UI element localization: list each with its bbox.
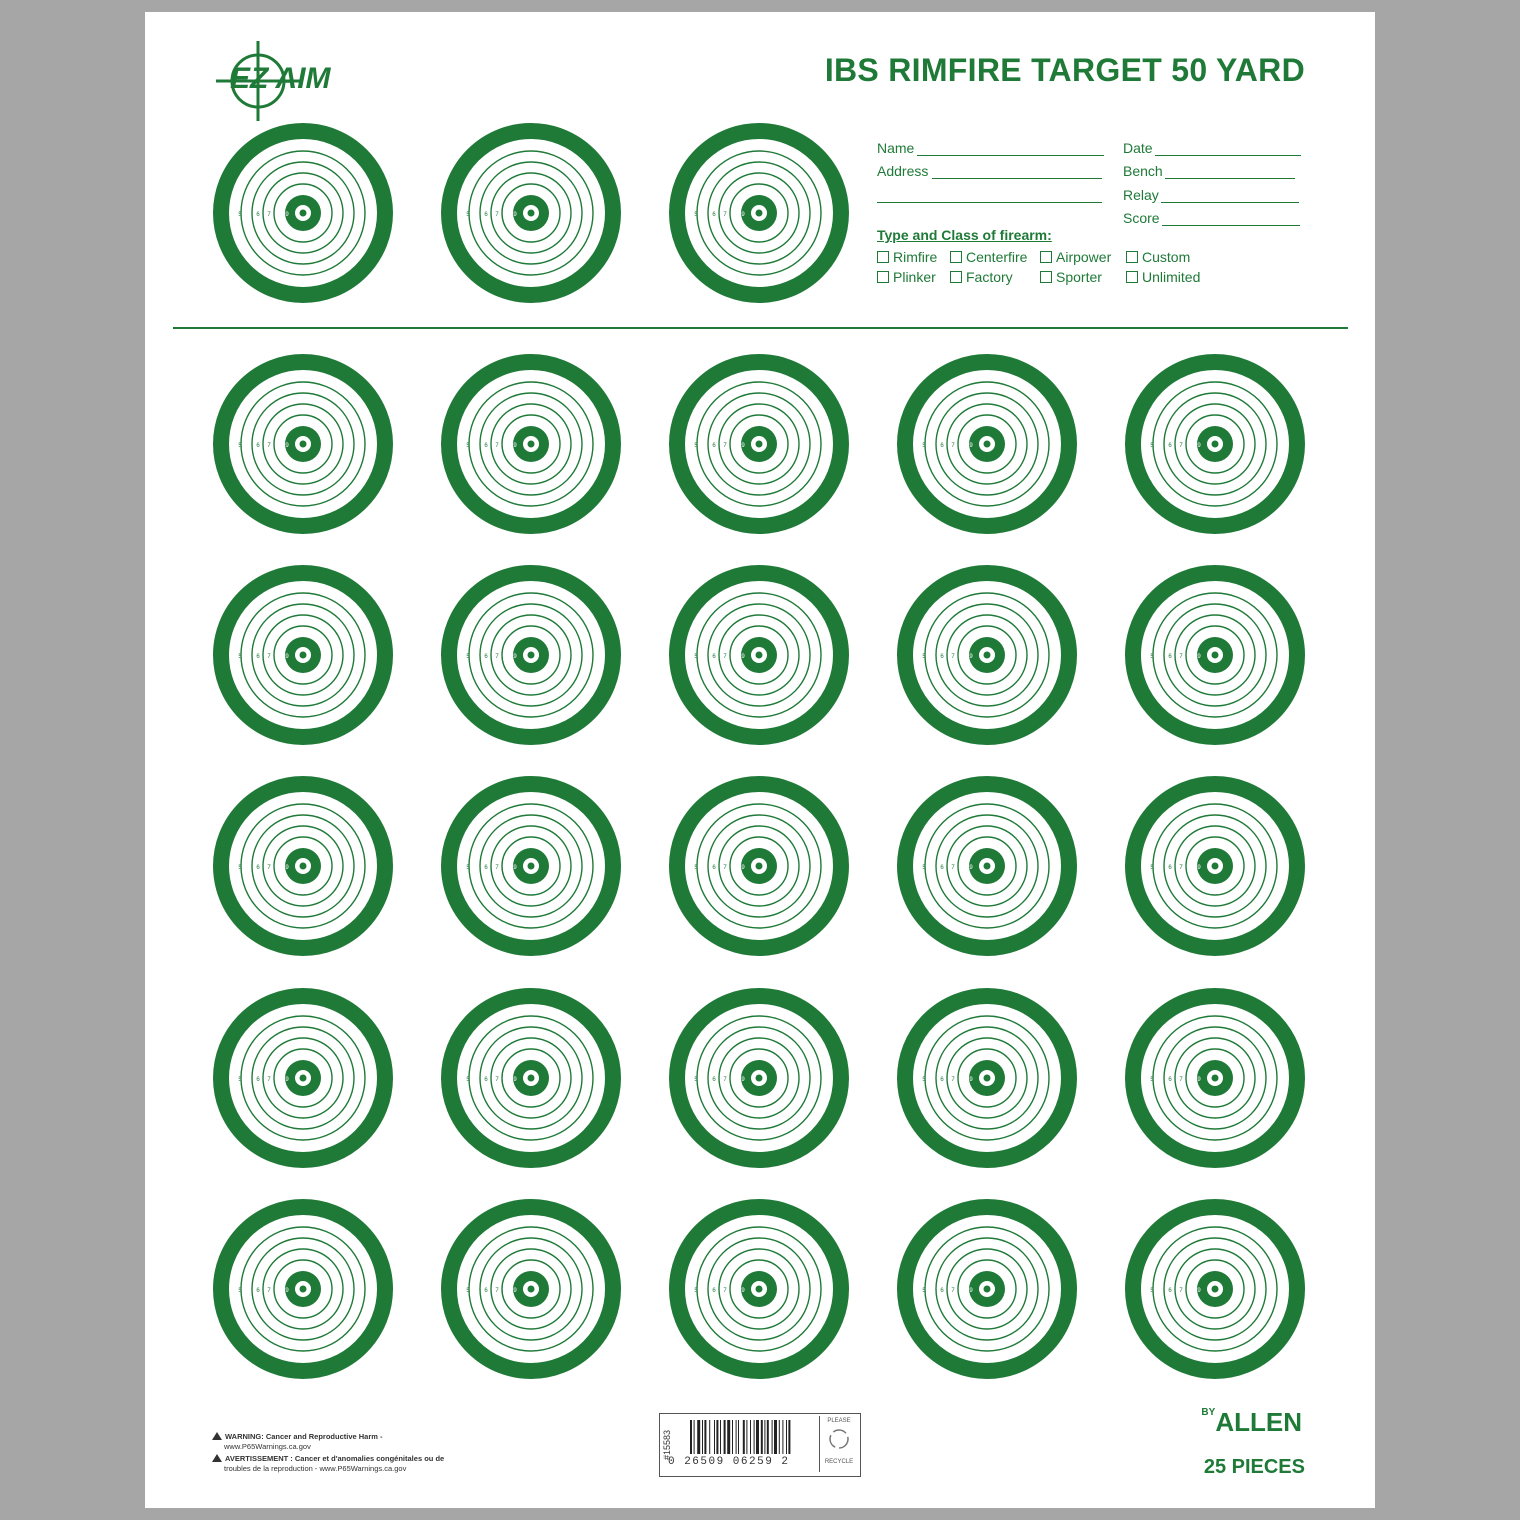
checkbox[interactable] xyxy=(1126,271,1138,283)
bullseye-target xyxy=(897,565,1077,745)
ring-number: 4 xyxy=(903,443,907,449)
checkbox[interactable] xyxy=(1040,271,1052,283)
option-centerfire[interactable]: Centerfire xyxy=(950,249,1027,265)
ring-number: 5 xyxy=(922,865,926,871)
ring-number: 4 xyxy=(903,654,907,660)
ring-number: 6 xyxy=(940,654,944,660)
ring-number: 8 xyxy=(1190,443,1194,449)
ring-number: 5 xyxy=(922,1288,926,1294)
ring-number: 5 xyxy=(1150,654,1154,660)
ring-number: 9 xyxy=(513,1288,517,1294)
barcode-bar xyxy=(704,1420,706,1454)
bullseye-target xyxy=(1125,565,1305,745)
ring-number: 4 xyxy=(675,1288,679,1294)
firearm-type-heading: Type and Class of firearm: xyxy=(877,227,1052,243)
barcode xyxy=(690,1420,810,1456)
bullseye-target xyxy=(441,354,621,534)
ring-number: 6 xyxy=(256,654,260,660)
ring-number: 6 xyxy=(256,865,260,871)
ring-number: 9 xyxy=(969,443,973,449)
address-field-line[interactable] xyxy=(932,178,1102,179)
ring-number: 8 xyxy=(278,443,282,449)
option-unlimited[interactable]: Unlimited xyxy=(1126,269,1200,285)
warning-fr-url: troubles de la reproduction - www.P65Warnings.ca.gov xyxy=(224,1464,407,1473)
ring-number: 5 xyxy=(694,654,698,660)
ring-number: 7 xyxy=(951,1288,955,1294)
bullseye-target xyxy=(213,988,393,1168)
ring-number: 5 xyxy=(1150,1288,1154,1294)
ring-number: 6 xyxy=(484,1288,488,1294)
page-title: IBS RIMFIRE TARGET 50 YARD xyxy=(824,52,1305,88)
checkbox[interactable] xyxy=(950,271,962,283)
center-dot xyxy=(756,1075,763,1082)
center-dot xyxy=(756,1286,763,1293)
recycle-panel: PLEASE RECYCLE xyxy=(819,1416,858,1472)
bullseye-target xyxy=(213,354,393,534)
bullseye-target xyxy=(897,776,1077,956)
ring-number: 7 xyxy=(1179,1077,1183,1083)
ring-number: 4 xyxy=(219,212,223,218)
bullseye-target xyxy=(669,988,849,1168)
ring-number: 9 xyxy=(1197,1077,1201,1083)
checkbox[interactable] xyxy=(877,271,889,283)
ring-number: 5 xyxy=(922,654,926,660)
center-dot xyxy=(984,1286,991,1293)
ring-number: 8 xyxy=(278,1288,282,1294)
ring-number: 6 xyxy=(484,443,488,449)
ring-number: 9 xyxy=(969,1288,973,1294)
ring-number: 6 xyxy=(940,1077,944,1083)
ring-number: 5 xyxy=(1150,1077,1154,1083)
center-dot xyxy=(300,863,307,870)
ring-number: 8 xyxy=(506,1288,510,1294)
ring-number: 5 xyxy=(466,865,470,871)
barcode-number: 0 26509 06259 2 xyxy=(668,1456,790,1468)
ring-number: 8 xyxy=(278,654,282,660)
ring-number: 5 xyxy=(1150,443,1154,449)
ring-number: 7 xyxy=(723,443,727,449)
ring-number: 7 xyxy=(723,1288,727,1294)
ring-number: 7 xyxy=(495,443,499,449)
barcode-bar xyxy=(756,1420,759,1454)
center-dot xyxy=(300,652,307,659)
ring-number: 8 xyxy=(506,1077,510,1083)
score-label: Score xyxy=(1123,210,1160,226)
ring-number: 6 xyxy=(484,654,488,660)
ring-number: 6 xyxy=(712,865,716,871)
ring-number: 9 xyxy=(969,1077,973,1083)
ring-number: 9 xyxy=(285,1077,289,1083)
center-dot xyxy=(756,863,763,870)
warning-en-url: www.P65Warnings.ca.gov xyxy=(224,1442,311,1451)
bullseye-target xyxy=(441,123,621,303)
ring-number: 4 xyxy=(903,1077,907,1083)
name-field-line[interactable] xyxy=(917,155,1104,156)
ring-number: 4 xyxy=(219,1077,223,1083)
relay-label: Relay xyxy=(1123,187,1159,203)
barcode-bar xyxy=(743,1420,745,1454)
bullseye-target xyxy=(669,123,849,303)
ring-number: 9 xyxy=(285,1288,289,1294)
barcode-bar xyxy=(779,1420,780,1454)
score-field-line[interactable] xyxy=(1162,225,1300,226)
center-dot xyxy=(984,1075,991,1082)
ring-number: 8 xyxy=(962,865,966,871)
ring-number: 6 xyxy=(712,1288,716,1294)
ring-number: 9 xyxy=(1197,443,1201,449)
center-dot xyxy=(528,863,535,870)
ring-number: 9 xyxy=(513,1077,517,1083)
center-dot xyxy=(1212,1075,1219,1082)
ring-number: 5 xyxy=(238,1288,242,1294)
bullseye-target xyxy=(897,354,1077,534)
ring-number: 7 xyxy=(951,443,955,449)
ring-number: 6 xyxy=(484,1077,488,1083)
ring-number: 4 xyxy=(447,1077,451,1083)
ring-number: 5 xyxy=(466,212,470,218)
ring-number: 9 xyxy=(285,654,289,660)
ring-number: 6 xyxy=(712,1077,716,1083)
ring-number: 7 xyxy=(267,1077,271,1083)
ring-number: 7 xyxy=(495,1288,499,1294)
ring-number: 9 xyxy=(285,443,289,449)
allen-logo: $^{BY}$ALLEN xyxy=(1201,1407,1302,1437)
barcode-bar xyxy=(724,1420,726,1454)
bullseye-target xyxy=(669,776,849,956)
item-number: #15583 xyxy=(662,1429,672,1461)
center-dot xyxy=(528,441,535,448)
ring-number: 4 xyxy=(1131,1288,1135,1294)
ring-number: 9 xyxy=(1197,654,1201,660)
ring-number: 9 xyxy=(969,865,973,871)
bullseye-target xyxy=(1125,988,1305,1168)
ring-number: 9 xyxy=(513,443,517,449)
center-dot xyxy=(756,210,763,217)
center-dot xyxy=(1212,1286,1219,1293)
ez-aim-logo xyxy=(208,36,358,126)
ring-number: 8 xyxy=(278,1077,282,1083)
bullseye-target xyxy=(669,354,849,534)
ring-number: 5 xyxy=(238,865,242,871)
center-dot xyxy=(300,1286,307,1293)
ring-number: 5 xyxy=(694,1077,698,1083)
bench-field-line[interactable] xyxy=(1165,178,1295,179)
warning-icon xyxy=(212,1432,222,1440)
ring-number: 7 xyxy=(1179,865,1183,871)
ring-number: 8 xyxy=(962,443,966,449)
ring-number: 9 xyxy=(513,654,517,660)
ring-number: 5 xyxy=(238,654,242,660)
option-custom[interactable]: Custom xyxy=(1126,249,1190,265)
ring-number: 5 xyxy=(1150,865,1154,871)
ring-number: 9 xyxy=(969,654,973,660)
ring-number: 9 xyxy=(741,443,745,449)
ring-number: 4 xyxy=(1131,654,1135,660)
ring-number: 7 xyxy=(267,212,271,218)
ring-number: 5 xyxy=(922,1077,926,1083)
ring-number: 5 xyxy=(238,212,242,218)
ring-number: 5 xyxy=(466,443,470,449)
ring-number: 7 xyxy=(951,654,955,660)
ring-number: 4 xyxy=(219,654,223,660)
ring-number: 7 xyxy=(723,212,727,218)
ring-number: 6 xyxy=(1168,654,1172,660)
ring-number: 6 xyxy=(940,443,944,449)
ring-number: 5 xyxy=(694,443,698,449)
ring-number: 8 xyxy=(506,865,510,871)
center-dot xyxy=(528,1286,535,1293)
barcode-bar xyxy=(709,1420,710,1454)
option-sporter[interactable]: Sporter xyxy=(1040,269,1102,285)
ring-number: 4 xyxy=(1131,1077,1135,1083)
option-airpower[interactable]: Airpower xyxy=(1040,249,1111,265)
bullseye-target xyxy=(213,776,393,956)
bench-label: Bench xyxy=(1123,163,1163,179)
warning-icon xyxy=(212,1454,222,1462)
ring-number: 4 xyxy=(219,443,223,449)
ring-number: 7 xyxy=(495,1077,499,1083)
ring-number: 7 xyxy=(1179,654,1183,660)
ring-number: 4 xyxy=(675,443,679,449)
bullseye-target xyxy=(441,776,621,956)
ring-number: 8 xyxy=(1190,1288,1194,1294)
barcode-bar xyxy=(750,1420,751,1454)
ring-number: 6 xyxy=(712,212,716,218)
name-label: Name xyxy=(877,140,915,156)
center-dot xyxy=(528,1075,535,1082)
ring-number: 4 xyxy=(903,865,907,871)
ring-number: 7 xyxy=(495,865,499,871)
ring-number: 5 xyxy=(694,212,698,218)
ring-number: 6 xyxy=(1168,443,1172,449)
recycle-icon xyxy=(820,1424,858,1454)
ring-number: 6 xyxy=(940,1288,944,1294)
ring-number: 8 xyxy=(962,1288,966,1294)
bullseye-target xyxy=(897,1199,1077,1379)
ring-number: 8 xyxy=(734,1077,738,1083)
ring-number: 4 xyxy=(1131,865,1135,871)
ring-number: 4 xyxy=(675,212,679,218)
ring-number: 9 xyxy=(741,1288,745,1294)
barcode-bar xyxy=(720,1420,721,1454)
bullseye-target xyxy=(1125,354,1305,534)
ring-number: 7 xyxy=(951,1077,955,1083)
ring-number: 8 xyxy=(506,443,510,449)
option-factory[interactable]: Factory xyxy=(950,269,1013,285)
ring-number: 7 xyxy=(1179,1288,1183,1294)
ring-number: 8 xyxy=(278,212,282,218)
ring-number: 5 xyxy=(694,865,698,871)
ring-number: 6 xyxy=(1168,865,1172,871)
center-dot xyxy=(1212,863,1219,870)
barcode-bar xyxy=(716,1420,718,1454)
center-dot xyxy=(984,652,991,659)
barcode-bar xyxy=(767,1420,769,1454)
ring-number: 4 xyxy=(675,654,679,660)
bullseye-target xyxy=(669,565,849,745)
relay-field-line[interactable] xyxy=(1161,202,1299,203)
center-dot xyxy=(984,863,991,870)
ring-number: 7 xyxy=(495,212,499,218)
ring-number: 9 xyxy=(1197,865,1201,871)
ring-number: 6 xyxy=(256,1077,260,1083)
ring-number: 5 xyxy=(922,443,926,449)
ring-number: 8 xyxy=(962,1077,966,1083)
ring-number: 9 xyxy=(741,1077,745,1083)
ring-number: 9 xyxy=(741,654,745,660)
ring-number: 4 xyxy=(447,212,451,218)
ring-number: 7 xyxy=(1179,443,1183,449)
ring-number: 5 xyxy=(466,1288,470,1294)
barcode-bar xyxy=(714,1420,715,1454)
checkbox[interactable] xyxy=(1126,251,1138,263)
bullseye-target xyxy=(669,1199,849,1379)
ring-number: 9 xyxy=(513,212,517,218)
ring-number: 6 xyxy=(256,1288,260,1294)
barcode-bar xyxy=(694,1420,695,1454)
date-field-line[interactable] xyxy=(1155,155,1301,156)
ring-number: 8 xyxy=(734,443,738,449)
ring-number: 5 xyxy=(238,443,242,449)
barcode-bar xyxy=(746,1420,747,1454)
ring-number: 7 xyxy=(495,654,499,660)
bullseye-target xyxy=(897,988,1077,1168)
barcode-bar xyxy=(761,1420,763,1454)
ring-number: 9 xyxy=(1197,1288,1201,1294)
ring-number: 8 xyxy=(1190,654,1194,660)
center-dot xyxy=(756,441,763,448)
ring-number: 9 xyxy=(741,212,745,218)
ring-number: 6 xyxy=(256,443,260,449)
ring-number: 4 xyxy=(219,1288,223,1294)
ring-number: 6 xyxy=(1168,1077,1172,1083)
ring-number: 4 xyxy=(903,1288,907,1294)
checkbox[interactable] xyxy=(1040,251,1052,263)
svg-text:EZ AIM: EZ AIM xyxy=(230,62,331,95)
ring-number: 7 xyxy=(267,1288,271,1294)
option-rimfire[interactable]: Rimfire xyxy=(877,249,937,265)
barcode-bar xyxy=(772,1420,773,1454)
barcode-bar xyxy=(702,1420,703,1454)
ring-number: 7 xyxy=(267,443,271,449)
center-dot xyxy=(528,652,535,659)
ring-number: 7 xyxy=(267,865,271,871)
barcode-bar xyxy=(736,1420,737,1454)
ring-number: 4 xyxy=(675,1077,679,1083)
ring-number: 9 xyxy=(513,865,517,871)
barcode-bar xyxy=(788,1420,790,1454)
option-plinker[interactable]: Plinker xyxy=(877,269,936,285)
center-dot xyxy=(300,210,307,217)
ring-number: 6 xyxy=(484,212,488,218)
ring-number: 8 xyxy=(1190,1077,1194,1083)
ring-number: 9 xyxy=(285,212,289,218)
ring-number: 8 xyxy=(734,654,738,660)
center-dot xyxy=(984,441,991,448)
ring-number: 6 xyxy=(484,865,488,871)
ring-number: 8 xyxy=(506,654,510,660)
bullseye-target xyxy=(1125,776,1305,956)
ring-number: 4 xyxy=(447,654,451,660)
ring-number: 7 xyxy=(723,654,727,660)
ring-number: 5 xyxy=(694,1288,698,1294)
checkbox[interactable] xyxy=(877,251,889,263)
ring-number: 8 xyxy=(962,654,966,660)
ring-number: 7 xyxy=(723,1077,727,1083)
bullseye-target xyxy=(441,1199,621,1379)
center-dot xyxy=(300,1075,307,1082)
barcode-bar xyxy=(774,1420,777,1454)
ring-number: 4 xyxy=(447,1288,451,1294)
barcode-bar xyxy=(786,1420,787,1454)
ring-number: 6 xyxy=(712,443,716,449)
barcode-bar xyxy=(782,1420,783,1454)
ring-number: 7 xyxy=(267,654,271,660)
barcode-bar xyxy=(727,1420,730,1454)
ring-number: 8 xyxy=(734,865,738,871)
ring-number: 7 xyxy=(723,865,727,871)
ring-number: 4 xyxy=(219,865,223,871)
ring-number: 8 xyxy=(734,212,738,218)
ring-number: 6 xyxy=(940,865,944,871)
bullseye-target xyxy=(1125,1199,1305,1379)
address-label: Address xyxy=(877,163,929,179)
center-dot xyxy=(528,210,535,217)
warning-fr: AVERTISSEMENT : Cancer et d'anomalies congénitales ou de xyxy=(212,1454,444,1463)
barcode-bar xyxy=(754,1420,755,1454)
barcode-bar xyxy=(697,1420,700,1454)
checkbox[interactable] xyxy=(950,251,962,263)
ring-number: 8 xyxy=(278,865,282,871)
ring-number: 8 xyxy=(506,212,510,218)
ring-number: 4 xyxy=(675,865,679,871)
ring-number: 6 xyxy=(1168,1288,1172,1294)
barcode-bar xyxy=(690,1420,692,1454)
warning-en: WARNING: Cancer and Reproductive Harm - xyxy=(212,1432,383,1441)
ring-number: 8 xyxy=(734,1288,738,1294)
ring-number: 4 xyxy=(1131,443,1135,449)
ring-number: 9 xyxy=(285,865,289,871)
barcode-bar xyxy=(764,1420,765,1454)
ring-number: 4 xyxy=(447,865,451,871)
ring-number: 7 xyxy=(951,865,955,871)
bullseye-target xyxy=(213,1199,393,1379)
ring-number: 5 xyxy=(466,1077,470,1083)
ring-number: 8 xyxy=(1190,865,1194,871)
center-dot xyxy=(1212,652,1219,659)
center-dot xyxy=(300,441,307,448)
ring-number: 5 xyxy=(238,1077,242,1083)
ring-number: 4 xyxy=(447,443,451,449)
center-dot xyxy=(756,652,763,659)
barcode-bar xyxy=(738,1420,739,1454)
barcode-bar xyxy=(732,1420,733,1454)
center-dot xyxy=(1212,441,1219,448)
pieces-count: 25 PIECES xyxy=(1203,1456,1305,1478)
ring-number: 9 xyxy=(741,865,745,871)
date-label: Date xyxy=(1123,140,1153,156)
ring-number: 6 xyxy=(712,654,716,660)
bullseye-target xyxy=(213,565,393,745)
bullseye-target xyxy=(441,565,621,745)
address-field-line-2[interactable] xyxy=(877,202,1102,203)
bullseye-target xyxy=(213,123,393,303)
ring-number: 5 xyxy=(466,654,470,660)
divider-line xyxy=(173,327,1348,329)
bullseye-target xyxy=(441,988,621,1168)
ring-number: 6 xyxy=(256,212,260,218)
